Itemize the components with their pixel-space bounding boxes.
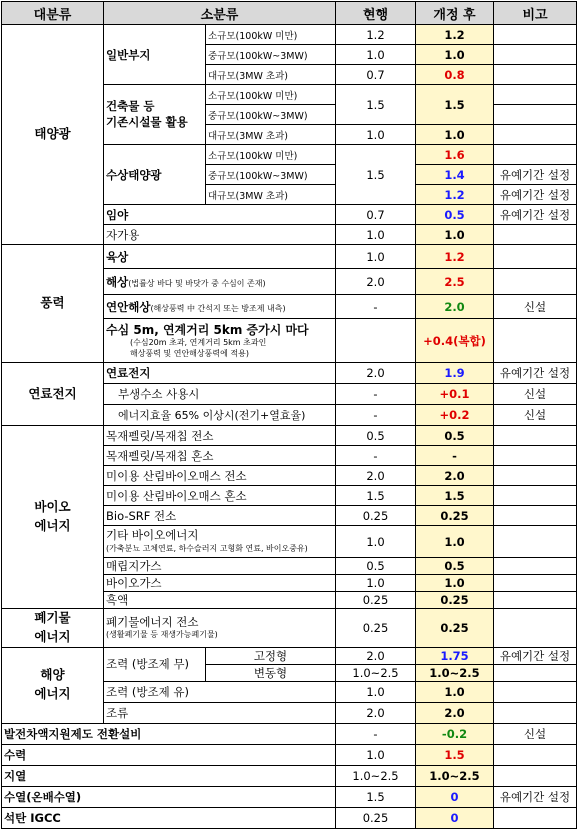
solar-general-large-label: 대규모(3MW 초과) [206,65,336,85]
ocean-tidal-variable-revised: 1.0~2.5 [416,664,494,681]
wind-deep-sub2: 해상풍력 및 연안해상풍력에 적용) [130,348,249,358]
solar-water-current: 1.5 [336,145,416,205]
note-cell [494,558,577,575]
bio-biogas-current: 1.0 [336,575,416,592]
solar-self-current: 1.0 [336,225,416,245]
solar-self-label: 자가용 [104,225,336,245]
note-cell [494,225,577,245]
solar-self-revised: 1.0 [416,225,494,245]
waste-title: 폐기물에너지 전소 [106,614,199,629]
wind-deep-label [104,319,336,363]
other-igcc-note [494,807,577,828]
solar-general-mid-current: 1.0 [336,45,416,65]
note-cell [494,609,577,648]
fuelcell-byproduct-label: 부생수소 사용시 [104,384,336,405]
category-ocean-line1: 해양 [40,667,65,683]
waste-revised: 0.25 [416,609,494,648]
ocean-tidal-dam-current: 1.0 [336,681,416,702]
other-geothermal-label: 지열 [2,765,336,786]
fuelcell-main-current: 2.0 [336,363,416,384]
category-bio [2,426,104,609]
note-cell [494,702,577,723]
note-cell [494,446,577,466]
bio-pellet-mix-revised: - [416,446,494,466]
bio-other-title: 기타 바이오에너지 [106,528,199,543]
category-waste-line2: 에너지 [34,628,71,644]
wind-deep-current [336,319,416,363]
wind-deep-title: 수심 5m, 연계거리 5km 증가시 마다 [106,322,309,337]
solar-building-large-current: 1.0 [336,125,416,145]
note-cell [494,486,577,506]
bio-pellet-mix-label: 목재펠릿/목재칩 혼소 [104,446,336,466]
solar-water-mid-label: 중규모(100kW~3MW) [206,165,336,185]
fuelcell-efficiency-current: - [336,405,416,426]
bio-black-current: 0.25 [336,592,416,609]
solar-forest-revised: 0.5 [416,205,494,225]
wind-onshore-label: 육상 [104,245,336,269]
other-hydrothermal-current: 1.5 [336,786,416,807]
ocean-current-current: 2.0 [336,702,416,723]
fuelcell-main-label: 연료전지 [104,363,336,384]
fuelcell-byproduct-current: - [336,384,416,405]
solar-water-mid-note: 유예기간 설정 [494,165,577,185]
bio-pellet-only-current: 0.5 [336,426,416,446]
bio-unused-only-current: 2.0 [336,466,416,486]
bio-unused-mix-revised: 1.5 [416,486,494,506]
other-igcc-revised: 0 [416,807,494,828]
bio-unused-mix-label: 미이용 산림바이오매스 혼소 [104,486,336,506]
header-current: 현행 [336,2,416,25]
solar-building-small-label: 소규모(100kW 미만) [206,85,336,105]
other-hydro-label: 수력 [2,744,336,765]
solar-water-large-label: 대규모(3MW 초과) [206,185,336,205]
wind-offshore-sub: (법률상 바다 및 바닷가 중 수심이 존재) [128,278,266,288]
ocean-tidal-fixed-revised: 1.75 [416,647,494,664]
header-revised: 개정 후 [416,2,494,25]
ocean-tidal-fixed-note: 유예기간 설정 [494,647,577,664]
other-hydro-note [494,744,577,765]
wind-offshore-current: 2.0 [336,269,416,295]
waste-sub: (생활폐기물 등 재생가능폐기물) [106,630,218,640]
solar-forest-label: 임야 [104,205,336,225]
fuelcell-efficiency-label: 에너지효율 65% 이상시(전기+열효율) [104,405,336,426]
solar-forest-current: 0.7 [336,205,416,225]
other-geothermal-revised: 1.0~2.5 [416,765,494,786]
other-conversion-revised: -0.2 [416,723,494,744]
other-conversion-current: - [336,723,416,744]
waste-current: 0.25 [336,609,416,648]
bio-srf-revised: 0.25 [416,506,494,526]
header-note: 비고 [494,2,577,25]
ocean-tidal-dam-label: 조력 (방조제 유) [104,681,336,702]
note-cell [494,664,577,681]
other-geothermal-note [494,765,577,786]
waste-label [104,609,336,648]
fuelcell-byproduct-note: 신설 [494,384,577,405]
other-hydrothermal-revised: 0 [416,786,494,807]
bio-srf-current: 0.25 [336,506,416,526]
bio-other-label [104,526,336,558]
solar-general-mid-revised: 1.0 [416,45,494,65]
note-cell [494,426,577,446]
solar-building-mid-label: 중규모(100kW~3MW) [206,105,336,125]
header-minor: 소분류 [104,2,336,25]
bio-biogas-label: 바이오가스 [104,575,336,592]
wind-coastal-label [104,295,336,319]
solar-building-label [104,85,206,145]
wind-offshore-label [104,269,336,295]
solar-general-small-label: 소규모(100kW 미만) [206,25,336,45]
other-hydro-current: 1.0 [336,744,416,765]
bio-other-sub: (가축분뇨 고체연료, 하수슬러지 고형화 연료, 바이오중유) [106,543,308,553]
wind-coastal-sub: (해상풍력 中 간석지 또는 방조제 내측) [150,303,286,313]
solar-general-small-revised: 1.2 [416,25,494,45]
bio-unused-only-revised: 2.0 [416,466,494,486]
wind-deep-sub1: (수심20m 초과, 연계거리 5km 초과인 [130,337,267,347]
solar-building-current: 1.5 [336,85,416,125]
solar-building-large-label: 대규모(3MW 초과) [206,125,336,145]
other-hydrothermal-note: 유예기간 설정 [494,786,577,807]
wind-offshore-revised: 2.5 [416,269,494,295]
note-cell [494,681,577,702]
other-igcc-current: 0.25 [336,807,416,828]
header-row [2,2,577,25]
note-cell [494,269,577,295]
ocean-current-revised: 2.0 [416,702,494,723]
solar-building-label-line2: 기존시설물 활용 [106,114,188,129]
bio-unused-only-label: 미이용 산림바이오매스 전소 [104,466,336,486]
bio-pellet-only-label: 목재펠릿/목재칩 전소 [104,426,336,446]
solar-building-revised: 1.5 [416,85,494,125]
header-major: 대분류 [2,2,104,25]
note-cell [494,245,577,269]
bio-landfill-label: 매립지가스 [104,558,336,575]
bio-black-label: 흑액 [104,592,336,609]
ocean-current-label: 조류 [104,702,336,723]
fuelcell-main-note: 유예기간 설정 [494,363,577,384]
ocean-tidal-variable-label: 변동형 [206,664,336,681]
ocean-tidal-fixed-label: 고정형 [206,647,336,664]
note-cell [494,319,577,363]
bio-black-revised: 0.25 [416,592,494,609]
category-bio-line2: 에너지 [34,518,71,533]
solar-water-label: 수상태양광 [104,145,206,205]
other-conversion-note: 신설 [494,723,577,744]
fuelcell-efficiency-note: 신설 [494,405,577,426]
note-cell [494,85,577,105]
solar-general-label: 일반부지 [104,25,206,85]
ocean-tidal-variable-current: 1.0~2.5 [336,664,416,681]
other-hydrothermal-label: 수열(온배수열) [2,786,336,807]
category-solar: 태양광 [2,25,104,245]
solar-general-mid-label: 중규모(100kW~3MW) [206,45,336,65]
ocean-tidal-dam-revised: 1.0 [416,681,494,702]
note-cell [494,592,577,609]
solar-building-large-revised: 1.0 [416,125,494,145]
note-cell [494,125,577,145]
category-bio-line1: 바이오 [34,499,71,515]
wind-coastal-note: 신설 [494,295,577,319]
wind-deep-revised: +0.4(복합) [416,319,494,363]
note-cell [494,526,577,558]
category-wind: 풍력 [2,245,104,363]
note-cell [494,466,577,486]
category-waste [2,609,104,648]
note-cell [494,575,577,592]
bio-srf-label: Bio-SRF 전소 [104,506,336,526]
wind-coastal-revised: 2.0 [416,295,494,319]
bio-other-current: 1.0 [336,526,416,558]
solar-building-label-line1: 건축물 등 [106,98,155,113]
solar-water-small-revised: 1.6 [416,145,494,165]
note-cell [494,25,577,45]
wind-offshore-title: 해상 [106,274,129,289]
note-cell [494,65,577,85]
bio-unused-mix-current: 1.5 [336,486,416,506]
wind-coastal-current: - [336,295,416,319]
other-hydro-revised: 1.5 [416,744,494,765]
solar-forest-note: 유예기간 설정 [494,205,577,225]
solar-general-large-revised: 0.8 [416,65,494,85]
note-cell [494,145,577,165]
fuelcell-efficiency-revised: +0.2 [416,405,494,426]
category-fuelcell: 연료전지 [2,363,104,426]
wind-onshore-current: 1.0 [336,245,416,269]
fuelcell-main-revised: 1.9 [416,363,494,384]
solar-general-large-current: 0.7 [336,65,416,85]
other-igcc-label: 석탄 IGCC [2,807,336,828]
bio-landfill-current: 0.5 [336,558,416,575]
bio-landfill-revised: 0.5 [416,558,494,575]
bio-biogas-revised: 1.0 [416,575,494,592]
other-geothermal-current: 1.0~2.5 [336,765,416,786]
note-cell [494,105,577,125]
solar-water-large-note: 유예기간 설정 [494,185,577,205]
solar-water-mid-revised: 1.4 [416,165,494,185]
note-cell [494,45,577,65]
bio-pellet-mix-current: - [336,446,416,466]
other-conversion-label: 발전차액지원제도 전환설비 [2,723,336,744]
category-waste-line1: 폐기물 [34,610,71,625]
bio-pellet-only-revised: 0.5 [416,426,494,446]
fuelcell-byproduct-revised: +0.1 [416,384,494,405]
rec-weight-table [1,1,577,829]
category-ocean [2,647,104,723]
ocean-tidal-fixed-current: 2.0 [336,647,416,664]
solar-water-small-label: 소규모(100kW 미만) [206,145,336,165]
note-cell [494,506,577,526]
category-ocean-line2: 에너지 [34,686,71,701]
solar-water-large-revised: 1.2 [416,185,494,205]
bio-other-revised: 1.0 [416,526,494,558]
wind-onshore-revised: 1.2 [416,245,494,269]
wind-coastal-title: 연안해상 [106,299,151,314]
ocean-tidal-none-label: 조력 (방조제 무) [104,647,206,681]
solar-general-small-current: 1.2 [336,25,416,45]
